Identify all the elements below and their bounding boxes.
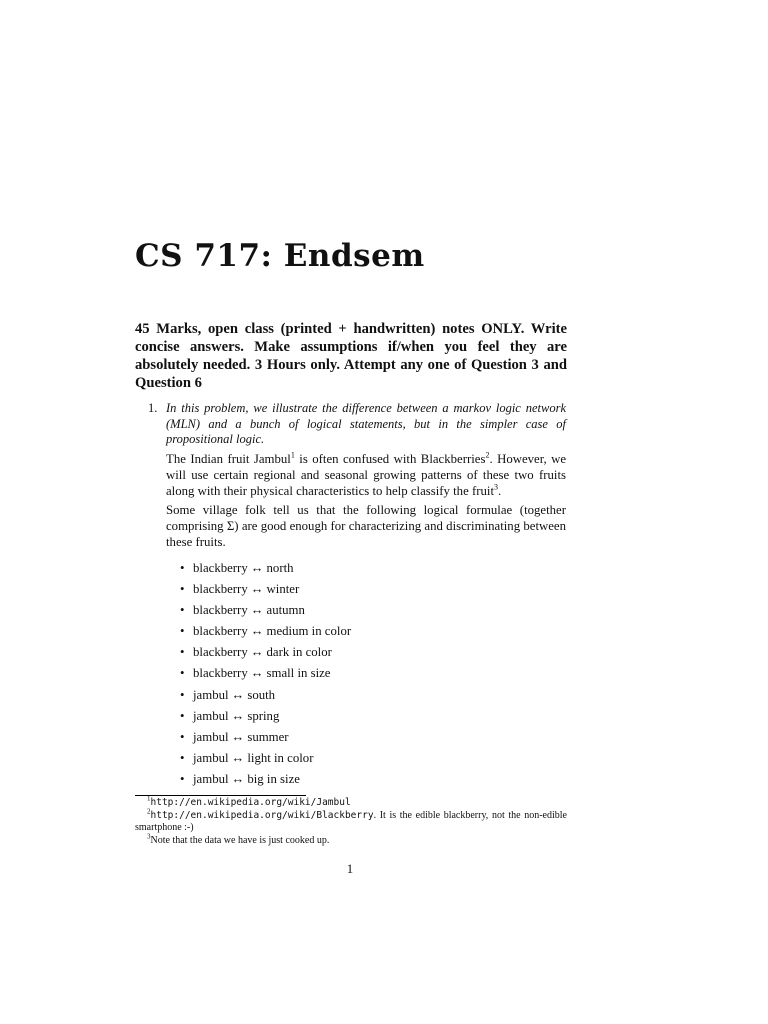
- biconditional-arrow-icon: ↔: [231, 750, 245, 765]
- footnote-ref: 1: [290, 450, 295, 460]
- list-item: [180, 602, 351, 623]
- bullet-icon: •: [180, 666, 185, 681]
- footnote-divider: [135, 795, 306, 796]
- paragraph-text: .: [498, 484, 502, 498]
- bullet-icon: •: [180, 645, 185, 660]
- formula-list: [180, 560, 351, 792]
- biconditional-arrow-icon: ↔: [250, 666, 264, 681]
- rule-right: small in size: [266, 666, 331, 681]
- biconditional-arrow-icon: ↔: [231, 687, 245, 702]
- bullet-icon: •: [180, 603, 185, 618]
- list-item: [180, 771, 351, 792]
- rule-left: blackberry: [193, 624, 248, 639]
- rule-left: blackberry: [193, 582, 248, 597]
- biconditional-arrow-icon: ↔: [231, 708, 245, 723]
- footnote-link-blackberry[interactable]: http://en.wikipedia.org/wiki/Blackberry: [150, 809, 374, 821]
- bullet-icon: •: [180, 624, 185, 639]
- footnote-1: [135, 794, 567, 810]
- footnote-ref: 3: [494, 482, 498, 492]
- bullet-icon: •: [180, 771, 185, 786]
- footnote-mark: 2: [147, 807, 151, 816]
- rule-right: south: [247, 687, 276, 702]
- rule-right: light in color: [247, 750, 314, 765]
- paragraph-text: Some village folk tell us that the following logical formulae (together comprising Σ) are good enough for characterizing and discriminating between these fruits.: [166, 503, 566, 549]
- paragraph-text: is often confused with Blackberries: [294, 452, 486, 466]
- bullet-icon: •: [180, 708, 185, 723]
- bullet-icon: •: [180, 729, 185, 744]
- paragraph-text: . However, we will use certain regional and seasonal growing patterns of these two fruits along with their physical characteristics to help classify the fruit: [166, 452, 567, 498]
- list-item: [180, 665, 351, 686]
- rule-left: jambul: [193, 771, 229, 786]
- biconditional-arrow-icon: ↔: [250, 603, 264, 618]
- bullet-icon: •: [180, 582, 185, 597]
- exam-instructions: 45 Marks, open class (printed + handwritten) notes ONLY. Write concise answers. Make assumptions if/when you feel they are absolutely needed. 3 Hours only. Attempt any one of Question 3 and Question 6: [135, 321, 567, 391]
- rule-right: big in size: [247, 771, 300, 786]
- bullet-icon: •: [180, 561, 185, 575]
- rule-right: dark in color: [266, 645, 332, 660]
- rule-left: blackberry: [193, 645, 248, 660]
- footnote-3: [135, 832, 567, 848]
- list-item: [180, 644, 351, 665]
- question-number: 1.: [148, 401, 158, 415]
- rule-right: north: [266, 561, 294, 575]
- question-paragraph-1: [166, 451, 566, 499]
- list-item: [180, 729, 351, 750]
- rule-right: autumn: [266, 603, 305, 618]
- bullet-icon: •: [180, 750, 185, 765]
- list-item: [180, 560, 351, 581]
- rule-right: summer: [247, 729, 289, 744]
- footnote-mark: 3: [147, 832, 151, 841]
- biconditional-arrow-icon: ↔: [231, 729, 245, 744]
- biconditional-arrow-icon: ↔: [250, 582, 264, 597]
- list-item: [180, 750, 351, 771]
- biconditional-arrow-icon: ↔: [250, 624, 264, 639]
- question-1-intro: [166, 401, 566, 448]
- biconditional-arrow-icon: ↔: [250, 645, 264, 660]
- biconditional-arrow-icon: ↔: [231, 771, 245, 786]
- list-item: [180, 687, 351, 708]
- rule-left: jambul: [193, 750, 229, 765]
- paragraph-text: The Indian fruit Jambul: [166, 452, 291, 466]
- rule-right: medium in color: [266, 624, 352, 639]
- footnote-mark: 1: [147, 794, 151, 803]
- rule-left: jambul: [193, 729, 229, 744]
- page-number: 1: [346, 862, 354, 876]
- footnote-ref: 2: [485, 450, 490, 460]
- rule-left: blackberry: [193, 561, 248, 575]
- list-item: [180, 623, 351, 644]
- footnotes: [135, 794, 567, 847]
- document-title: CS 717: Endsem: [135, 238, 425, 274]
- rule-right: spring: [247, 708, 280, 723]
- footnote-text: . It is the edible blackberry, not the non-edible smartphone :-): [135, 809, 567, 833]
- list-item: [180, 581, 351, 602]
- question-intro-text: In this problem, we illustrate the difference between a markov logic network (MLN) and a bunch of logical statements, but in the simpler case of propositional logic.: [166, 401, 566, 446]
- rule-left: jambul: [193, 708, 229, 723]
- footnote-text: Note that the data we have is just cooked up.: [150, 834, 330, 846]
- rule-left: blackberry: [193, 603, 248, 618]
- rule-right: winter: [266, 582, 300, 597]
- list-item: [180, 708, 351, 729]
- rule-left: jambul: [193, 687, 229, 702]
- bullet-icon: •: [180, 687, 185, 702]
- footnote-2: [135, 807, 567, 835]
- footnote-link-jambul[interactable]: http://en.wikipedia.org/wiki/Jambul: [150, 797, 351, 808]
- biconditional-arrow-icon: ↔: [250, 561, 264, 575]
- rule-left: blackberry: [193, 666, 248, 681]
- question-paragraph-2: [166, 502, 566, 550]
